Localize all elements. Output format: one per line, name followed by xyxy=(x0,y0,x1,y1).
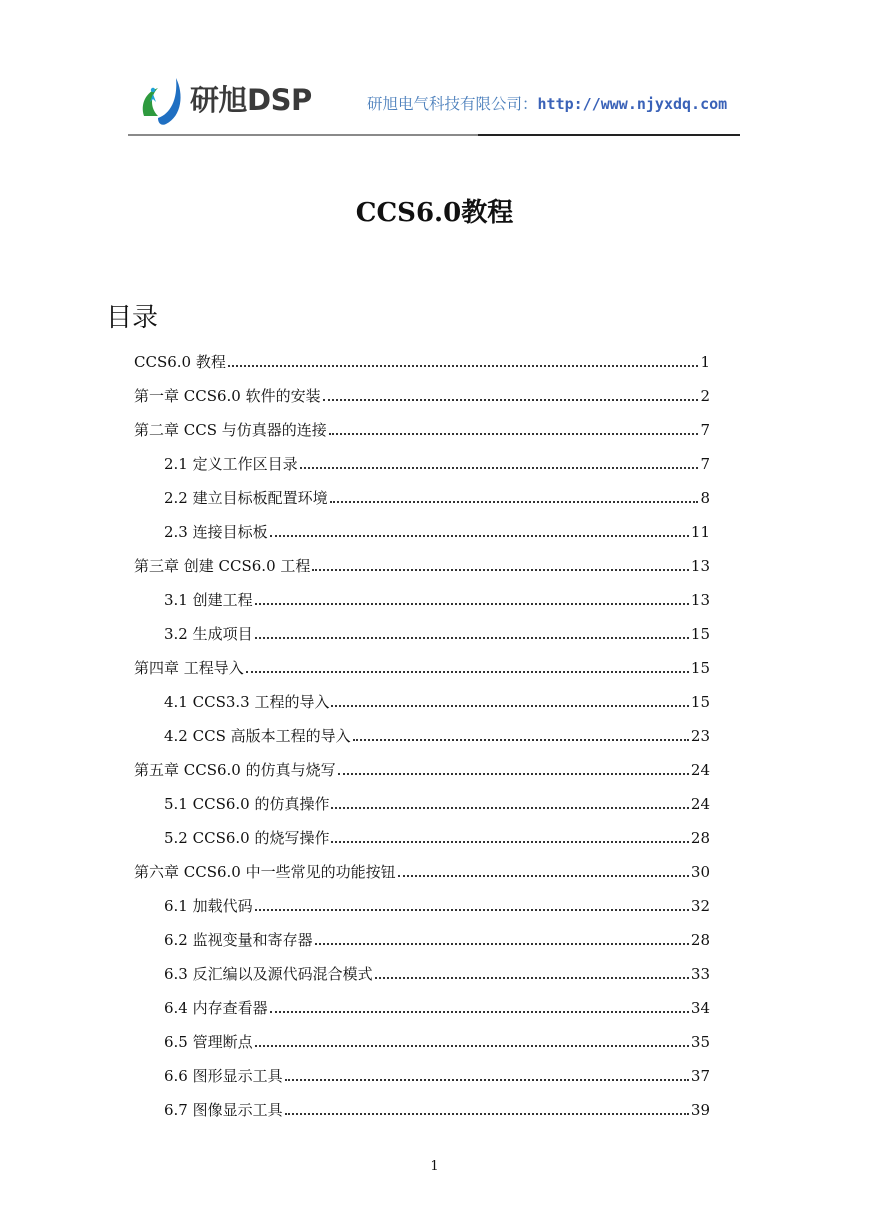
toc-leader-dots xyxy=(331,704,688,707)
toc-leader-dots xyxy=(315,942,689,945)
toc-entry-title: 5.2 CCS6.0 的烧写操作 xyxy=(164,829,330,847)
toc-entry-page: 37 xyxy=(690,1067,710,1085)
toc-entry-title: 3.1 创建工程 xyxy=(164,591,253,609)
toc-entry[interactable] xyxy=(134,550,710,576)
toc-leader-dots xyxy=(331,806,688,809)
toc-entry-page: 15 xyxy=(690,693,710,711)
toc-entry-page: 7 xyxy=(700,455,710,473)
toc-entry-title: 6.1 加载代码 xyxy=(164,897,253,915)
toc-leader-dots xyxy=(255,908,689,911)
toc-leader-dots xyxy=(285,1112,689,1115)
toc-entry-page: 13 xyxy=(690,591,710,609)
toc-entry-title: CCS6.0 教程 xyxy=(134,353,226,371)
toc-entry[interactable] xyxy=(164,890,710,916)
logo-text: 研旭DSP xyxy=(190,83,312,117)
toc-entry[interactable] xyxy=(164,1060,710,1086)
toc-leader-dots xyxy=(338,772,689,775)
header-rule-left xyxy=(128,134,478,136)
toc-entry-title: 6.3 反汇编以及源代码混合模式 xyxy=(164,965,373,983)
toc-entry[interactable] xyxy=(164,516,710,542)
toc-entry-title: 第三章 创建 CCS6.0 工程 xyxy=(134,557,311,575)
toc-entry-title: 6.6 图形显示工具 xyxy=(164,1067,283,1085)
toc-entry[interactable] xyxy=(164,720,710,746)
toc-entry-page: 30 xyxy=(690,863,710,881)
company-info xyxy=(367,92,727,114)
toc-leader-dots xyxy=(300,466,699,469)
toc-entry[interactable] xyxy=(164,686,710,712)
toc-entry[interactable] xyxy=(134,380,710,406)
toc-entry[interactable] xyxy=(134,346,710,372)
toc-entry-page: 2 xyxy=(700,387,710,405)
toc-leader-dots xyxy=(353,738,689,741)
toc-leader-dots xyxy=(270,534,689,537)
toc-entry-page: 28 xyxy=(690,829,710,847)
toc-entry[interactable] xyxy=(134,414,710,440)
toc-entry-title: 5.1 CCS6.0 的仿真操作 xyxy=(164,795,330,813)
toc-entry-page: 24 xyxy=(690,795,710,813)
company-logo xyxy=(136,72,316,132)
toc-entry-title: 4.2 CCS 高版本工程的导入 xyxy=(164,727,351,745)
toc-entry-page: 11 xyxy=(690,523,710,541)
toc-leader-dots xyxy=(285,1078,689,1081)
toc-leader-dots xyxy=(398,874,689,877)
toc-entry-title: 第二章 CCS 与仿真器的连接 xyxy=(134,421,327,439)
toc-leader-dots xyxy=(255,636,689,639)
toc-entry[interactable] xyxy=(164,1094,710,1120)
toc-entry[interactable] xyxy=(164,822,710,848)
toc-entry-page: 7 xyxy=(700,421,710,439)
toc-leader-dots xyxy=(323,398,699,401)
toc-entry-title: 第四章 工程导入 xyxy=(134,659,244,677)
page-number: 1 xyxy=(430,1159,439,1174)
toc-entry-page: 28 xyxy=(690,931,710,949)
toc-entry-title: 第六章 CCS6.0 中一些常见的功能按钮 xyxy=(134,863,396,881)
toc-leader-dots xyxy=(329,432,699,435)
toc-entry[interactable] xyxy=(164,788,710,814)
toc-entry[interactable] xyxy=(134,652,710,678)
toc-entry-title: 6.2 监视变量和寄存器 xyxy=(164,931,313,949)
toc-entry-title: 第一章 CCS6.0 软件的安装 xyxy=(134,387,321,405)
toc-entry-page: 24 xyxy=(690,761,710,779)
toc-entry[interactable] xyxy=(164,1026,710,1052)
toc-entry-page: 15 xyxy=(690,659,710,677)
toc-entry[interactable] xyxy=(164,448,710,474)
toc-leader-dots xyxy=(255,1044,689,1047)
document-title: CCS6.0教程 xyxy=(355,198,514,228)
toc-leader-dots xyxy=(246,670,689,673)
toc-entry-title: 6.4 内存查看器 xyxy=(164,999,268,1017)
toc-leader-dots xyxy=(270,1010,689,1013)
toc-entry[interactable] xyxy=(164,992,710,1018)
toc-heading: 目录 xyxy=(106,303,159,333)
toc-entry-page: 1 xyxy=(700,353,710,371)
toc-entry[interactable] xyxy=(164,618,710,644)
logo-swoosh-icon xyxy=(136,72,196,132)
toc-leader-dots xyxy=(331,840,688,843)
toc-entry-page: 39 xyxy=(690,1101,710,1119)
toc-entry-page: 8 xyxy=(700,489,710,507)
toc-entry-title: 2.3 连接目标板 xyxy=(164,523,268,541)
company-url[interactable]: http://www.njyxdq.com xyxy=(537,95,728,113)
company-name: 研旭电气科技有限公司： xyxy=(367,95,538,113)
toc-entry-title: 6.5 管理断点 xyxy=(164,1033,253,1051)
toc-entry-title: 2.2 建立目标板配置环境 xyxy=(164,489,328,507)
toc-entry[interactable] xyxy=(164,584,710,610)
toc-entry-title: 6.7 图像显示工具 xyxy=(164,1101,283,1119)
toc-entry-page: 15 xyxy=(690,625,710,643)
toc-entry-title: 第五章 CCS6.0 的仿真与烧写 xyxy=(134,761,336,779)
page-header xyxy=(128,68,740,138)
toc-entry-title: 4.1 CCS3.3 工程的导入 xyxy=(164,693,330,711)
toc-entry-page: 23 xyxy=(690,727,710,745)
toc-leader-dots xyxy=(255,602,689,605)
toc-entry-title: 2.1 定义工作区目录 xyxy=(164,455,298,473)
toc-entry-page: 13 xyxy=(690,557,710,575)
toc-leader-dots xyxy=(375,976,689,979)
toc-leader-dots xyxy=(312,568,689,571)
toc-entry[interactable] xyxy=(134,754,710,780)
toc-entry[interactable] xyxy=(164,924,710,950)
toc-entry-page: 33 xyxy=(690,965,710,983)
toc-entry[interactable] xyxy=(134,856,710,882)
toc-entry[interactable] xyxy=(164,482,710,508)
toc-entry-page: 34 xyxy=(690,999,710,1017)
toc-entry-title: 3.2 生成项目 xyxy=(164,625,253,643)
toc-leader-dots xyxy=(228,364,699,367)
toc-entry-page: 32 xyxy=(690,897,710,915)
toc-entry[interactable] xyxy=(164,958,710,984)
header-rule-right xyxy=(478,134,740,136)
toc-entry-page: 35 xyxy=(690,1033,710,1051)
toc-leader-dots xyxy=(330,500,699,503)
